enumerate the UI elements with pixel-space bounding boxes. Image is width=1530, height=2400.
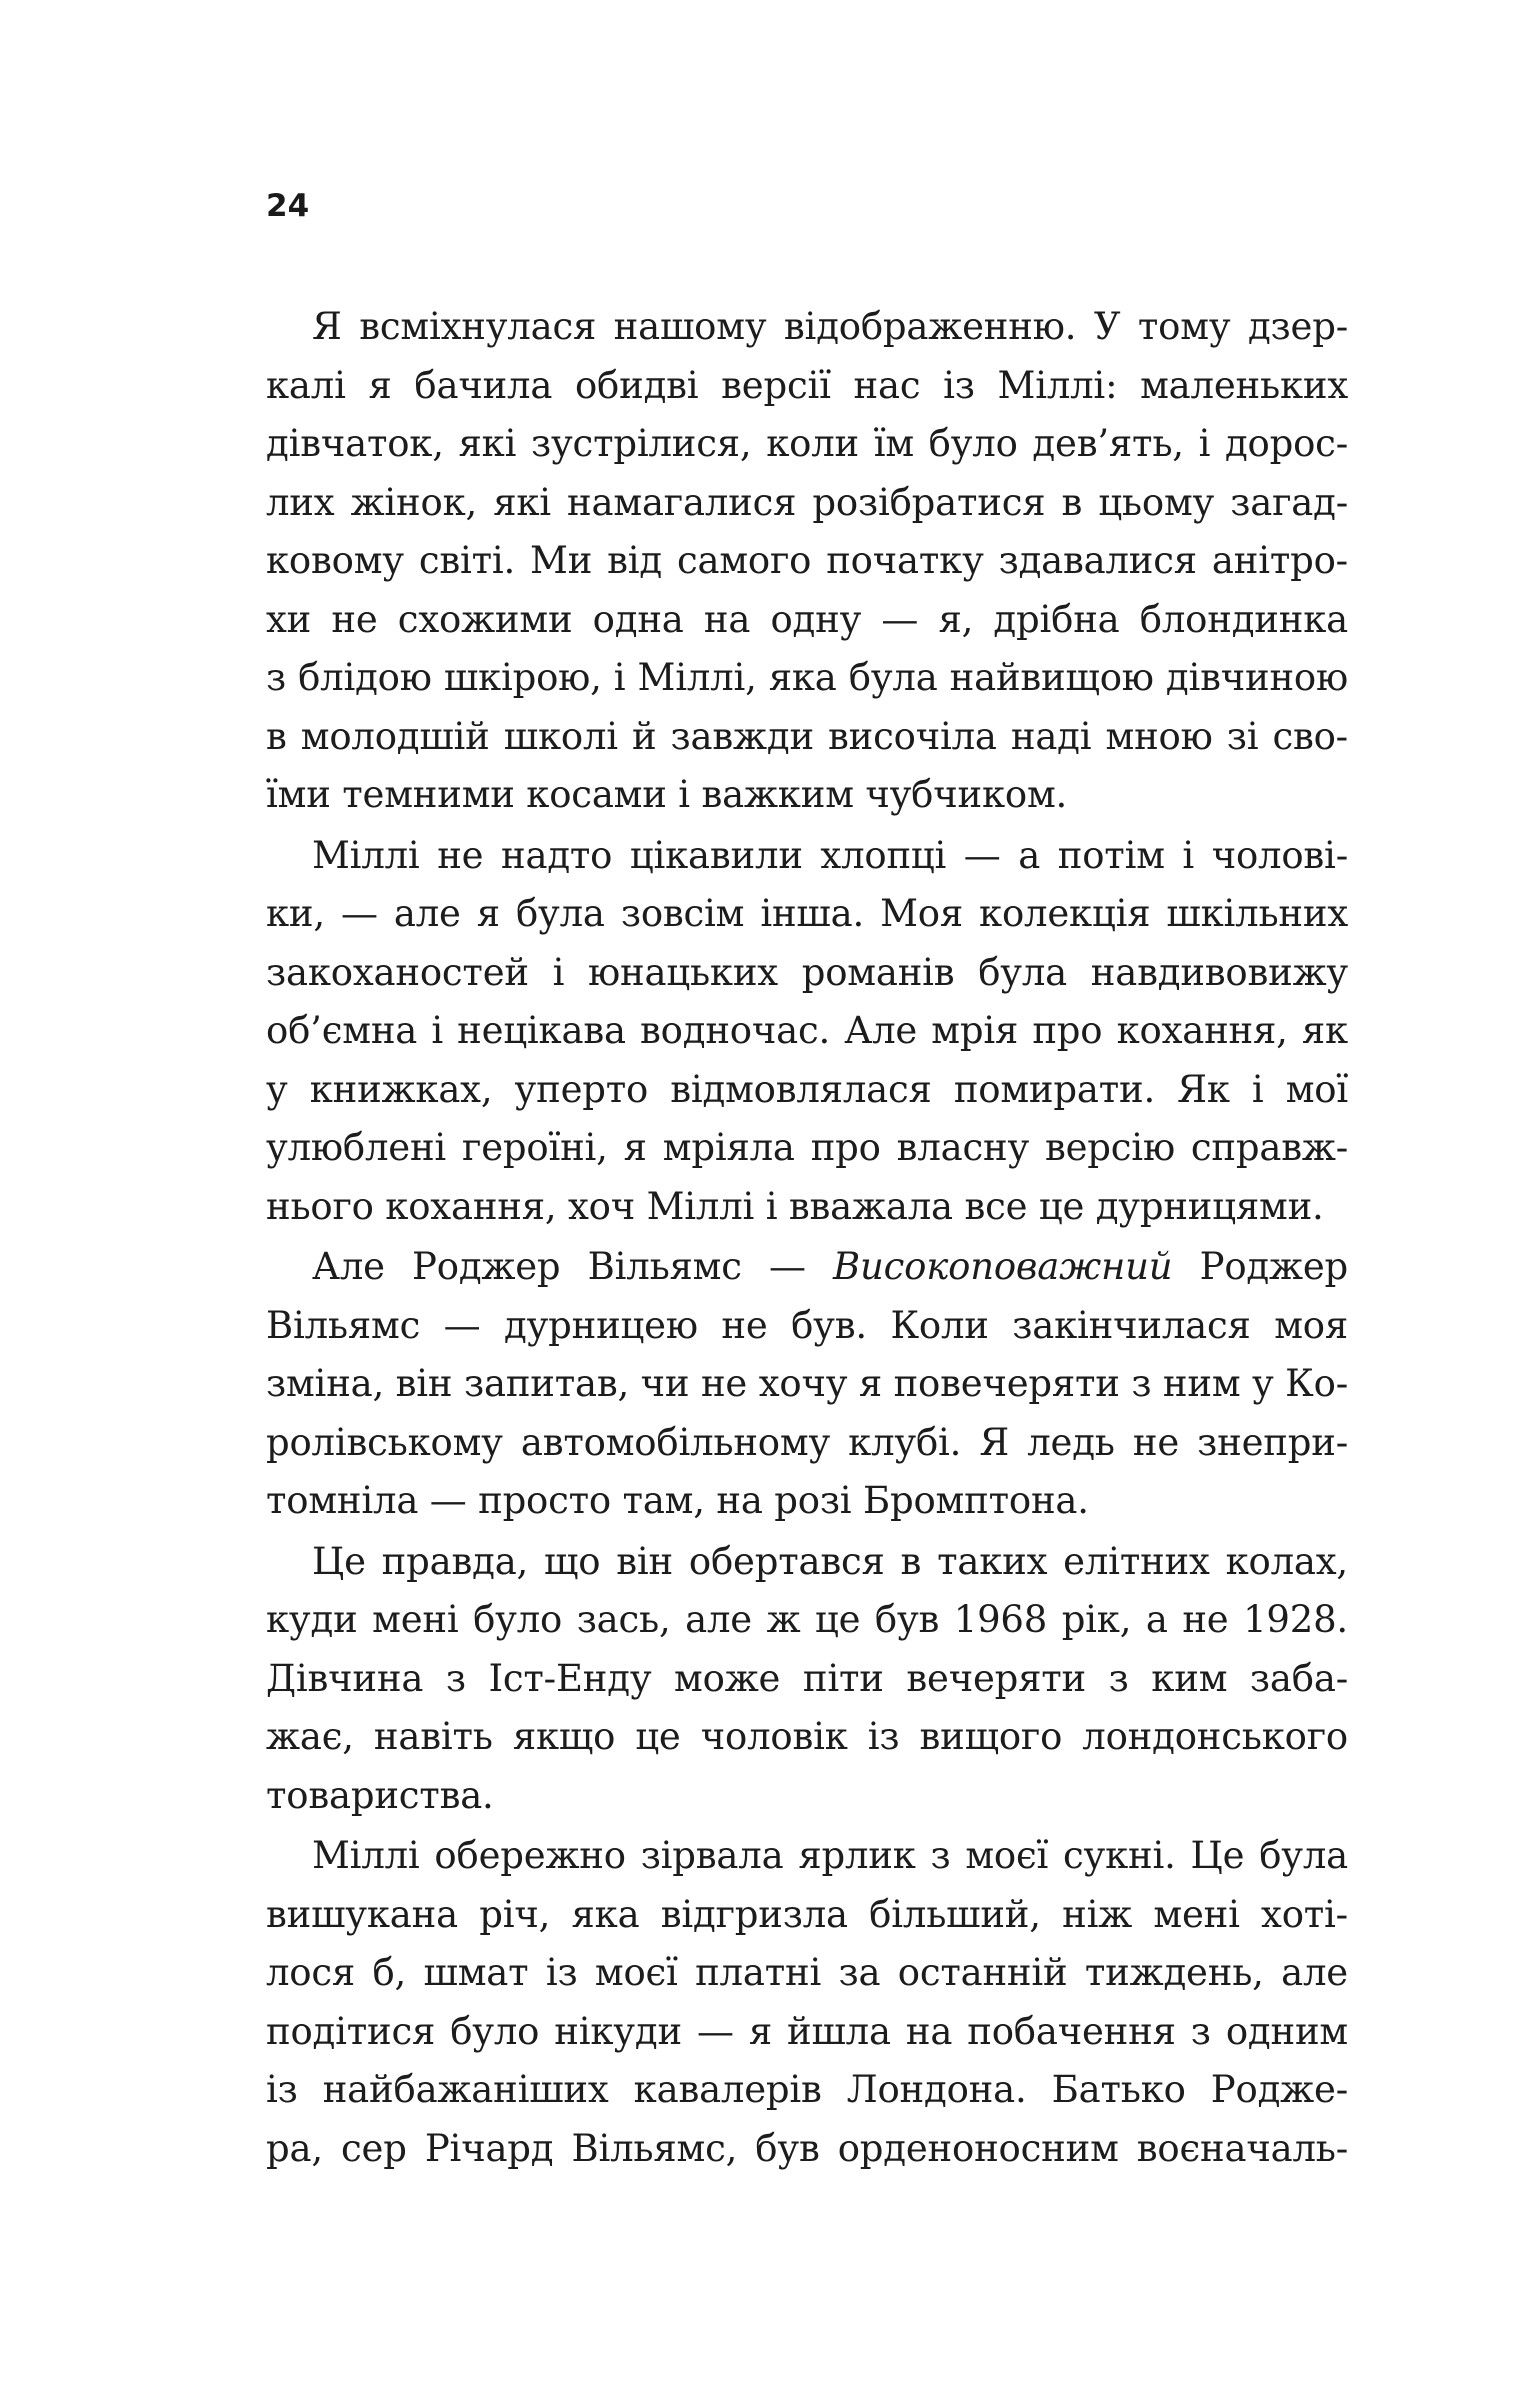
page-number: 24	[266, 188, 310, 224]
text-line: томніла — просто там, на розі Бромптона.	[266, 1479, 1089, 1522]
text-line: улюблені героїні, я мріяла про власну версію справж-	[266, 1126, 1348, 1169]
text-line: зміна, він запитав, чи не хочу я повечеряти з ним у Ко-	[266, 1362, 1348, 1405]
text-segment: Роджер	[1172, 1245, 1349, 1288]
text-line: товариства.	[266, 1773, 494, 1817]
text-line: Міллі не надто цікавили хлопці — а потім і чолові-	[312, 833, 1348, 877]
text-line: дівчаток, які зустрілися, коли їм було дев’ять, і дорос-	[266, 422, 1348, 465]
text-line: ра, сер Річард Вільямс, був орденоносним воєначаль-	[266, 2126, 1348, 2170]
paragraph-3	[266, 1238, 1348, 1531]
text-line: їми темними косами і важким чубчиком.	[266, 773, 1068, 816]
text-segment: Але Роджер Вільямс —	[312, 1245, 834, 1288]
text-line: Я всміхнулася нашому відображенню. У тому дзер-	[312, 305, 1348, 348]
text-line: лих жінок, які намагалися розібратися в цьому загад-	[266, 480, 1348, 524]
paragraph-2	[266, 827, 1348, 1237]
text-line: Дівчина з Іст-Енду може піти вечеряти з ким заба-	[266, 1656, 1348, 1700]
text-line: закоханостей і юнацьких романів була навдивовижу	[266, 950, 1348, 994]
text-line: Вільямс — дурницею не був. Коли закінчилася моя	[266, 1303, 1348, 1347]
paragraph-4	[266, 1533, 1348, 1826]
text-line: у книжках, уперто відмовлялася помирати. Як і мої	[266, 1067, 1348, 1111]
text-line: подітися було нікуди — я йшла на побачення з одним	[266, 2009, 1348, 2053]
text-line: нього кохання, хоч Міллі і вважала все це дурницями.	[266, 1184, 1324, 1228]
text-line: жає, навіть якщо це чоловік із вищого лондонського	[266, 1715, 1348, 1758]
text-line: лося б, шмат із моєї платні за останній тиждень, але	[266, 1951, 1348, 1994]
text-line: ковому світі. Ми від самого початку здавалися анітро-	[266, 539, 1348, 582]
text-line: хи не схожими одна на одну — я, дрібна блондинка	[266, 597, 1348, 641]
text-line: об’ємна і нецікава водночас. Але мрія про кохання, як	[266, 1009, 1348, 1052]
text-line: із найбажаніших кавалерів Лондона. Батько Родже-	[266, 2068, 1348, 2111]
text-line: ки, — але я була зовсім інша. Моя колекція шкільних	[266, 892, 1348, 935]
text-line: Міллі обережно зірвала ярлик з моєї сукні. Це була	[312, 1834, 1348, 1877]
text-line: калі я бачила обидві версії нас із Міллі: маленьких	[266, 363, 1348, 407]
paragraph-5	[266, 1827, 1348, 2178]
text-line: куди мені було зась, але ж це був 1968 рік, а не 1928.	[266, 1598, 1348, 1641]
text-line: в молодшій школі й завжди височіла наді мною зі сво-	[266, 714, 1348, 758]
text-line: вишукана річ, яка відгризла більший, ніж мені хоті-	[266, 1892, 1348, 1936]
body-text	[266, 298, 1348, 2178]
text-line	[266, 1238, 1348, 1297]
text-line: з блідою шкірою, і Міллі, яка була найвищою дівчиною	[266, 656, 1348, 699]
italic-emphasis: Високоповажний	[833, 1245, 1173, 1288]
text-line: ролівському автомобільному клубі. Я ледь не знепри-	[266, 1420, 1348, 1464]
paragraph-1	[266, 298, 1348, 825]
text-line: Це правда, що він обертався в таких елітних колах,	[312, 1539, 1348, 1583]
